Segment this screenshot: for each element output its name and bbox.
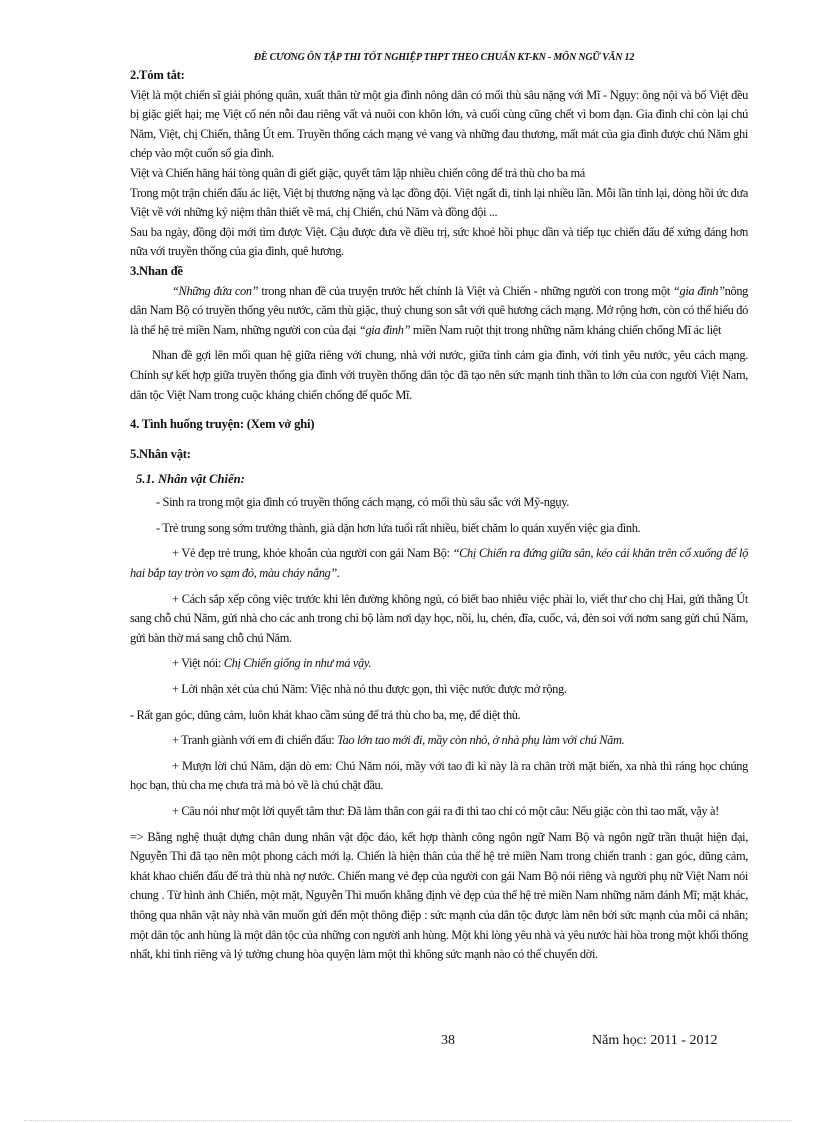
conclusion-paragraph: => Bằng nghệ thuật dựng chân dung nhân vật độc đáo, kết hợp thành công ngôn ngữ Nam Bộ và ngôn ngữ trần thuật hiện đại, Nguyễn Thi đã tạo nên một phong cách mới lạ. Chiến là hiện thân của thế hệ trẻ miền Nam trong chiến tranh : gan góc, dũng cảm, khát khao chiến đấu để trả thù nhà nợ nước. Chiến mang vẻ đẹp của người con gái Nam Bộ nói riêng và người phụ nữ Việt Nam nói chung . Từ hình ảnh Chiến, một mặt, Nguyễn Thi muốn khẳng định vẻ đẹp của thế hệ trẻ miền Nam những năm đánh Mĩ; mặt khác, thông qua nhân vật này nhà văn muốn gửi đến một thông điệp : sức mạnh của dân tộc được làm nên bởi sức mạnh của mỗi cá nhân; một dân tộc anh hùng là một dân tộc của những con người anh hùng. Một khi lòng yêu nhà và yêu nước hài hòa trong một khối thống nhất, khi tình riêng và lý tưởng chung hòa quyện làm một thì không sức mạnh nào có thể chuyển dời.	[130, 829, 748, 962]
bottom-divider	[24, 1120, 792, 1121]
section-heading-situation: 4. Tình huống truyện: (Xem vở ghi)	[130, 417, 315, 432]
detail-3-text: + Việt nói:	[172, 656, 224, 671]
summary-paragraph-4: Sau ba ngày, đồng đội mới tìm được Việt. Cậu được đưa về điều trị, sức khoẻ hồi phục dần và tiếp tục chiến đấu để xứng đáng hơn nữa với truyền thống của gia đình, quê hương.	[130, 224, 748, 259]
summary-paragraph-1: Việt là một chiến sĩ giải phóng quân, xuất thân từ một gia đình nông dân có mối thù sâu nặng với Mĩ - Ngụy: ông nội và bố Việt đều bị giặc giết hại; mẹ Việt cố nén nỗi đau riêng vất vả nuôi con khôn lớn, và cuối cùng cũng chết vì bom đạn. Gia đình chỉ còn lại chú Năm, Việt, chị Chiến, thằng Út em. Truyền thống cách mạng vẻ vang và những đau thương, mất mát của gia đình được chú Năm ghi chép vào một cuốn sổ gia đình.	[130, 87, 748, 161]
detail-5-quote: Tao lớn tao mới đi, mầy còn nhỏ, ở nhà phụ làm với chú Năm.	[337, 733, 625, 748]
character-detail-3	[130, 654, 748, 674]
character-point-2: - Trẻ trung song sớm trưởng thành, già dặn hơn lứa tuổi rất nhiều, biết chăm lo quán xuyến việc gia đình.	[156, 520, 641, 535]
title-text-3: miền Nam ruột thịt trong những năm kháng chiến chống Mĩ ác liệt	[410, 322, 722, 337]
character-detail-4: + Lời nhận xét của chú Năm: Việc nhà nó thu được gọn, thì việc nước được mở rộng.	[172, 682, 567, 697]
detail-1-text: + Vẻ đẹp trẻ trung, khỏe khoắn của người con gái Nam Bộ:	[172, 546, 453, 561]
title-text-2: nông dân Nam Bộ có truyền thống yêu nước, căm thù giặc, thuỷ chung son sắt với quê hương cách mạng. Mở rộng hơn, còn có thể hiểu đó là thế hệ trẻ miền Nam, những người con của đại	[130, 283, 749, 337]
title-paragraph-2: Nhan đề gợi lên mối quan hệ giữa riêng với chung, nhà với nước, giữa tình cảm gia đình, với tình yêu nước, yêu cách mạng. Chính sự kết hợp giữa truyền thống gia đình với truyền thống dân tộc đã tạo nên sức mạnh tinh thần to lớn của con người Việt Nam, dân tộc Việt Nam trong cuộc kháng chiến chống đế quốc Mĩ.	[130, 348, 748, 402]
detail-3-quote: Chị Chiến giống in như má vậy.	[223, 656, 372, 671]
quote-nhung-dua-con: “Những đứa con”	[172, 283, 259, 298]
detail-1-quote: “Chị Chiến ra đứng giữa sân, kéo cái khăn trên cổ xuống để lộ hai bắp tay tròn vo sạm đỏ, màu cháy nắng”.	[130, 546, 748, 581]
character-detail-6: + Mượn lời chú Năm, dặn dò em: Chú Năm nói, mầy với tao đi kì này là ra chân trời mặt biển, xa nhà thì ráng học chúng học bạn, thù cha mẹ chưa trả mà bỏ về là chú chặt đầu.	[130, 758, 748, 793]
title-paragraph-1	[130, 282, 748, 341]
subsection-heading-chien: 5.1. Nhân vật Chiến:	[136, 472, 245, 487]
section-heading-title: 3.Nhan đề	[130, 263, 183, 278]
title-text-1: trong nhan đề của truyện trước hết chính là Việt và Chiến - những người con trong một	[258, 283, 673, 298]
character-point-1: - Sinh ra trong một gia đình có truyền thống cách mạng, có mối thù sâu sắc với Mỹ-ngụy.	[156, 495, 570, 510]
character-point-3: - Rất gan góc, dũng cảm, luôn khát khao cầm súng để trả thù cho ba, mẹ, để diệt thù.	[130, 707, 521, 722]
document-page	[130, 52, 748, 965]
quote-gia-dinh-2: “gia đình”	[358, 322, 411, 337]
character-detail-2: + Cách sắp xếp công việc trước khi lên đường không ngủ, có biết bao nhiêu việc phải lo, viết thư cho chị Hai, gửi thằng Út sang chỗ chú Năm, gửi nhà cho các anh trong chi bộ làm nơi dạy học, nồi, lu, chén, đĩa, cuốc, vá, đèn soi với nơm sang gửi chú Năm, gửi bàn thờ má sang chỗ chú Năm.	[130, 591, 748, 645]
school-year: Năm học: 2011 - 2012	[592, 1033, 718, 1048]
character-detail-7: + Câu nói như một lời quyết tâm thư: Đã làm thân con gái ra đi thì tao chỉ có một câu: Nếu giặc còn thì tao mất, vậy à!	[172, 804, 719, 818]
section-heading-summary: 2.Tóm tắt:	[130, 68, 185, 82]
document-header: ĐỀ CƯƠNG ÔN TẬP THI TỐT NGHIỆP THPT THEO CHUẨN KT-KN - MÔN NGỮ VĂN 12	[253, 52, 635, 63]
character-detail-5	[130, 731, 748, 751]
character-detail-1	[130, 544, 748, 583]
section-heading-characters: 5.Nhân vật:	[130, 446, 191, 461]
quote-gia-dinh-1: “gia đình”	[672, 283, 725, 298]
summary-paragraph-3: Trong một trận chiến đấu ác liệt, Việt bị thương nặng và lạc đồng đội. Việt ngất đi, tỉnh lại nhiều lần. Mỗi lần tỉnh lại, dòng hồi ức đưa Việt về với những kỷ niệm thân thiết về má, chị Chiến, chú Năm và đồng đội ...	[130, 185, 748, 220]
summary-paragraph-2: Việt và Chiến hăng hái tòng quân đi giết giặc, quyết tâm lập nhiều chiến công để trả thù cho ba má	[130, 165, 585, 180]
page-number: 38	[441, 1033, 455, 1048]
detail-5-text: + Tranh giành với em đi chiến đấu:	[172, 733, 338, 748]
